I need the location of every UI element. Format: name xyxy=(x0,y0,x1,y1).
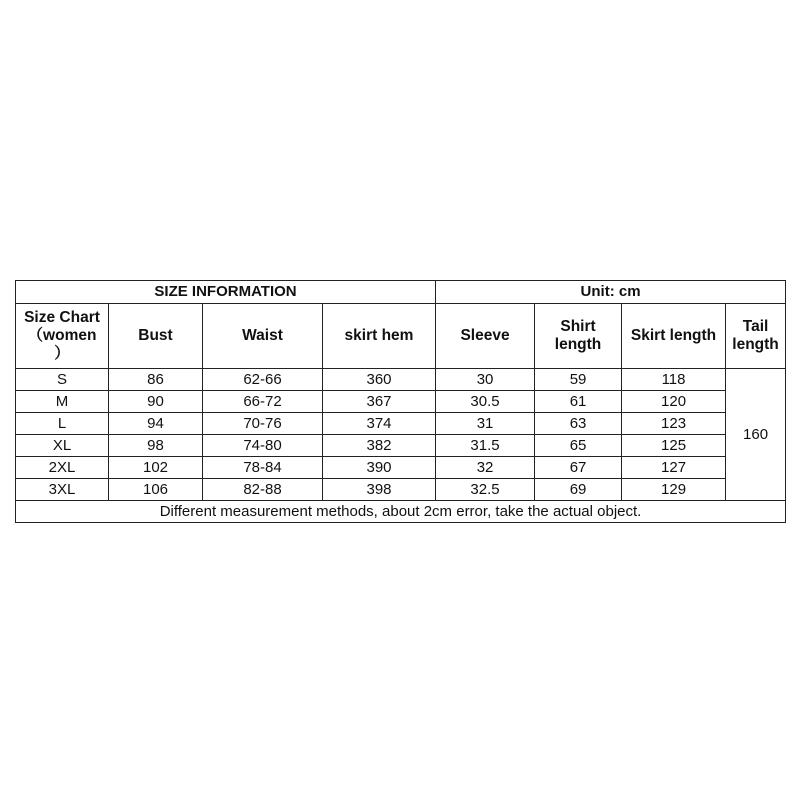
cell-bust: 106 xyxy=(109,479,203,501)
cell-bust: 90 xyxy=(109,391,203,413)
cell-sleeve: 30.5 xyxy=(436,391,535,413)
header-shirt-length: Shirt length xyxy=(535,304,622,369)
table-row xyxy=(16,391,786,413)
cell-skirt-length: 123 xyxy=(622,413,726,435)
size-information-panel xyxy=(15,280,785,523)
cell-sleeve: 31 xyxy=(436,413,535,435)
cell-waist: 82-88 xyxy=(203,479,323,501)
note-row xyxy=(16,501,786,523)
unit-label: Unit: cm xyxy=(436,281,786,304)
cell-size: M xyxy=(16,391,109,413)
size-chart-line-3: ） xyxy=(54,345,70,362)
header-skirt-length: Skirt length xyxy=(622,304,726,369)
header-waist: Waist xyxy=(203,304,323,369)
table-row xyxy=(16,457,786,479)
cell-size: L xyxy=(16,413,109,435)
table-title-row xyxy=(16,281,786,304)
cell-waist: 74-80 xyxy=(203,435,323,457)
cell-shirt-length: 61 xyxy=(535,391,622,413)
cell-skirt-hem: 360 xyxy=(323,369,436,391)
cell-sleeve: 32.5 xyxy=(436,479,535,501)
measurement-note: Different measurement methods, about 2cm error, take the actual object. xyxy=(16,501,786,523)
cell-tail-length: 160 xyxy=(726,369,786,501)
header-sleeve: Sleeve xyxy=(436,304,535,369)
cell-size: XL xyxy=(16,435,109,457)
cell-shirt-length: 65 xyxy=(535,435,622,457)
cell-waist: 78-84 xyxy=(203,457,323,479)
cell-bust: 102 xyxy=(109,457,203,479)
size-table xyxy=(15,280,786,523)
cell-bust: 94 xyxy=(109,413,203,435)
size-chart-header xyxy=(16,304,109,369)
cell-skirt-hem: 390 xyxy=(323,457,436,479)
column-header-row xyxy=(16,304,786,369)
cell-skirt-length: 120 xyxy=(622,391,726,413)
cell-shirt-length: 67 xyxy=(535,457,622,479)
cell-bust: 98 xyxy=(109,435,203,457)
table-row xyxy=(16,369,786,391)
cell-skirt-length: 125 xyxy=(622,435,726,457)
cell-skirt-length: 118 xyxy=(622,369,726,391)
size-chart-line-1: Size Chart xyxy=(24,309,100,326)
cell-sleeve: 32 xyxy=(436,457,535,479)
size-chart-line-2: （women xyxy=(27,327,97,344)
table-row xyxy=(16,479,786,501)
cell-size: 3XL xyxy=(16,479,109,501)
cell-shirt-length: 69 xyxy=(535,479,622,501)
cell-size: S xyxy=(16,369,109,391)
cell-sleeve: 31.5 xyxy=(436,435,535,457)
cell-skirt-hem: 382 xyxy=(323,435,436,457)
cell-shirt-length: 63 xyxy=(535,413,622,435)
cell-skirt-hem: 398 xyxy=(323,479,436,501)
table-row xyxy=(16,413,786,435)
cell-skirt-hem: 374 xyxy=(323,413,436,435)
cell-waist: 66-72 xyxy=(203,391,323,413)
table-row xyxy=(16,435,786,457)
cell-bust: 86 xyxy=(109,369,203,391)
cell-size: 2XL xyxy=(16,457,109,479)
cell-shirt-length: 59 xyxy=(535,369,622,391)
header-skirt-hem: skirt hem xyxy=(323,304,436,369)
cell-waist: 70-76 xyxy=(203,413,323,435)
cell-skirt-length: 129 xyxy=(622,479,726,501)
cell-skirt-length: 127 xyxy=(622,457,726,479)
header-bust: Bust xyxy=(109,304,203,369)
cell-sleeve: 30 xyxy=(436,369,535,391)
cell-skirt-hem: 367 xyxy=(323,391,436,413)
cell-waist: 62-66 xyxy=(203,369,323,391)
table-title: SIZE INFORMATION xyxy=(16,281,436,304)
header-tail-length: Tail length xyxy=(726,304,786,369)
